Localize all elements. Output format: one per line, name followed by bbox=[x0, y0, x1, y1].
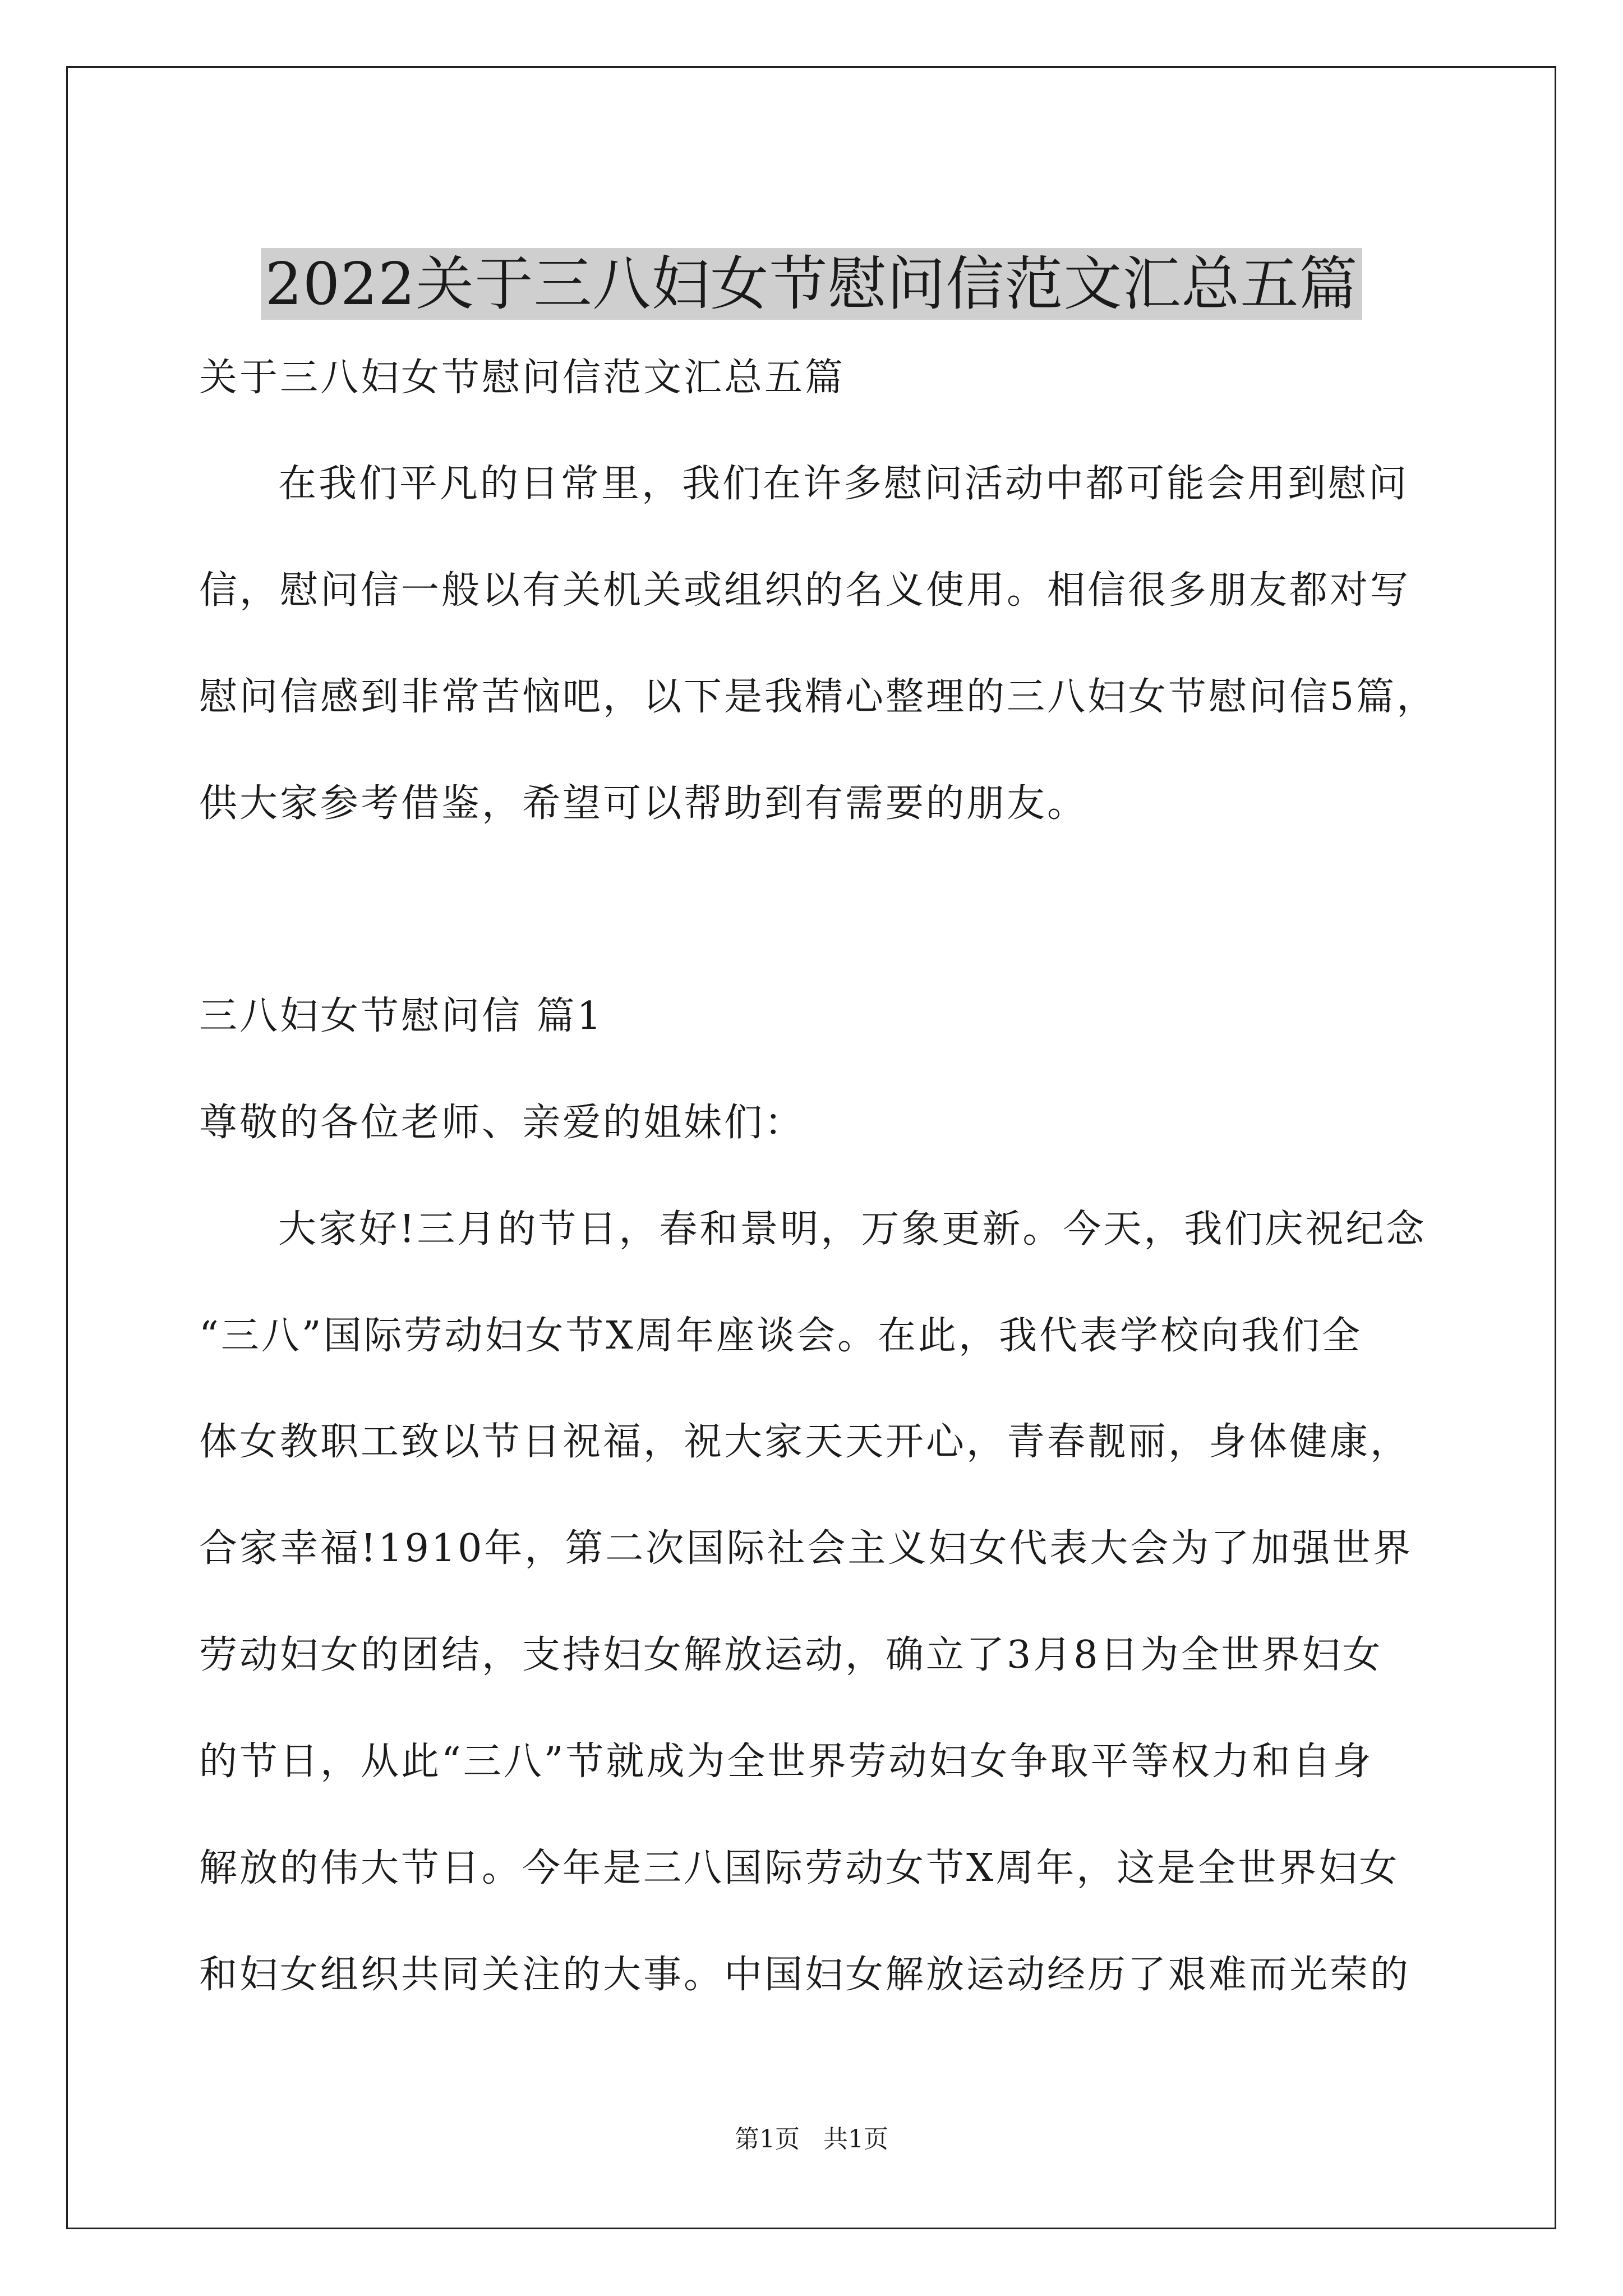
body-line-4: 合家幸福!1910年，第二次国际社会主义妇女代表大会为了加强世界 bbox=[199, 1526, 1413, 1571]
body-line-7: 解放的伟大节日。今年是三八国际劳动女节X周年，这是全世界妇女 bbox=[199, 1846, 1400, 1890]
section-heading: 三八妇女节慰问信 篇1 bbox=[199, 994, 603, 1038]
salutation: 尊敬的各位老师、亲爱的姐妹们： bbox=[199, 1101, 805, 1145]
document-title: 2022关于三八妇女节慰问信范文汇总五篇 bbox=[261, 248, 1363, 320]
intro-line-3: 慰问信感到非常苦恼吧，以下是我精心整理的三八妇女节慰问信5篇， bbox=[199, 675, 1437, 719]
body-line-6: 的节日，从此“三八”节就成为全世界劳动妇女争取平等权力和自身 bbox=[199, 1740, 1373, 1784]
body-line-1: 大家好!三月的节日，春和景明，万象更新。今天，我们庆祝纪念 bbox=[278, 1207, 1427, 1251]
body-line-5: 劳动妇女的团结，支持妇女解放运动，确立了3月8日为全世界妇女 bbox=[199, 1633, 1383, 1677]
page-footer: 第1页 共1页 bbox=[735, 2125, 888, 2154]
intro-line-2: 信，慰问信一般以有关机关或组织的名义使用。相信很多朋友都对写 bbox=[199, 568, 1411, 613]
body-line-8: 和妇女组织共同关注的大事。中国妇女解放运动经历了艰难而光荣的 bbox=[199, 1953, 1411, 1997]
body-line-3: 体女教职工致以节日祝福，祝大家天天开心，青春靓丽，身体健康， bbox=[199, 1420, 1411, 1464]
intro-line-4: 供大家参考借鉴，希望可以帮助到有需要的朋友。 bbox=[199, 781, 1088, 826]
document-subtitle: 关于三八妇女节慰问信范文汇总五篇 bbox=[199, 356, 846, 400]
title-container bbox=[0, 209, 1623, 358]
body-line-2: “三八”国际劳动妇女节X周年座谈会。在此，我代表学校向我们全 bbox=[199, 1314, 1362, 1358]
intro-line-1: 在我们平凡的日常里，我们在许多慰问活动中都可能会用到慰问 bbox=[278, 462, 1409, 506]
